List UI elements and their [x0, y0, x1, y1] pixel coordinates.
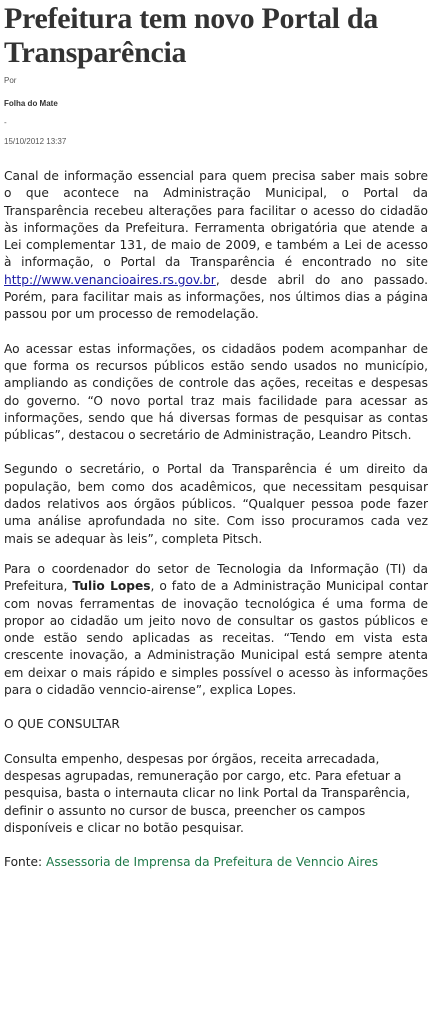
coordinator-name: Tulio Lopes: [72, 579, 151, 594]
paragraph-4-text-a: Para o coordenador do setor de Tecnologia da Informação (TI) da Prefeitura,: [4, 561, 428, 594]
paragraph-5: Consulta empenho, despesas por órgãos, receita arrecadada, despesas agrupadas, remuneração por cargo, etc. Para efetuar a pesquisa, basta o internauta clicar no link Portal da Transparência, definir o assunto no cursor de busca, preencher os campos disponíveis e clicar no botão pesquisar.: [4, 751, 411, 835]
site-link[interactable]: http://www.venancioaires.rs.gov.br: [4, 272, 216, 287]
paragraph-3: Segundo o secretário, o Portal da Transparência é um direito da população, bem como dos acadêmicos, que necessitam pesquisar dados relativos aos órgãos públicos. “Qualquer pessoa pode fazer uma análise aprofundada no site. Com isso procuramos cada vez mais se adequar às leis”, completa Pitsch.: [4, 462, 428, 546]
article: [4, 0, 428, 871]
paragraph-1: [4, 168, 428, 324]
paragraph-1-text-b: , desde abril do ano passado. Porém, para facilitar mais as informações, nos últimos dias a página passou por um processo de remodelação.: [4, 272, 428, 322]
source-line: [4, 854, 428, 871]
paragraph-2: Ao acessar estas informações, os cidadãos podem acompanhar de que forma os recursos públicos estão sendo usados no município, ampliando as condições de controle das ações, receitas e despesas do governo. “O novo portal traz mais facilidade para acessar as informações, sendo que há diversas formas de pesquisar as contas públicas”, destacou o secretário de Administração, Leandro Pitsch.: [4, 341, 428, 443]
article-date: 15/10/2012 13:37: [4, 137, 67, 146]
section-heading-consult: O QUE CONSULTAR: [4, 717, 120, 732]
source-link[interactable]: Assessoria de Imprensa da Prefeitura de Venncio Aires: [46, 855, 379, 870]
article-title: Prefeitura tem novo Portal da Transparência: [4, 2, 378, 69]
source-label: Fonte:: [4, 855, 47, 870]
byline-separator: -: [4, 118, 7, 127]
byline-label: Por: [4, 76, 17, 85]
paragraph-1-text-a: Canal de informação essencial para quem precisa saber mais sobre o que acontece na Administração Municipal, o Portal da Transparência recebeu alterações para facilitar o acesso do cidadão às informações da Prefeitura. Ferramenta obrigatória que atende a Lei complementar 131, de maio de 2009, e também a Lei de acesso à informação, o Portal da Transparência é encontrado no site: [4, 169, 428, 270]
byline-author: Folha do Mate: [4, 99, 58, 108]
paragraph-4-text-b: , o fato de a Administração Municipal contar com novas ferramentas de inovação tecnológica é uma forma de propor ao cidadão um jeito novo de consultar os gastos públicos e onde estão sendo aplicadas as receitas. “Tendo em vista esta crescente inovação, a Administração Municipal está sempre atenta em deixar o mais rápido e simples possível o acesso às informações para o cidadão venncio-airense”, explica Lopes.: [4, 579, 428, 698]
article-body: [4, 168, 428, 871]
paragraph-4: [4, 561, 428, 699]
